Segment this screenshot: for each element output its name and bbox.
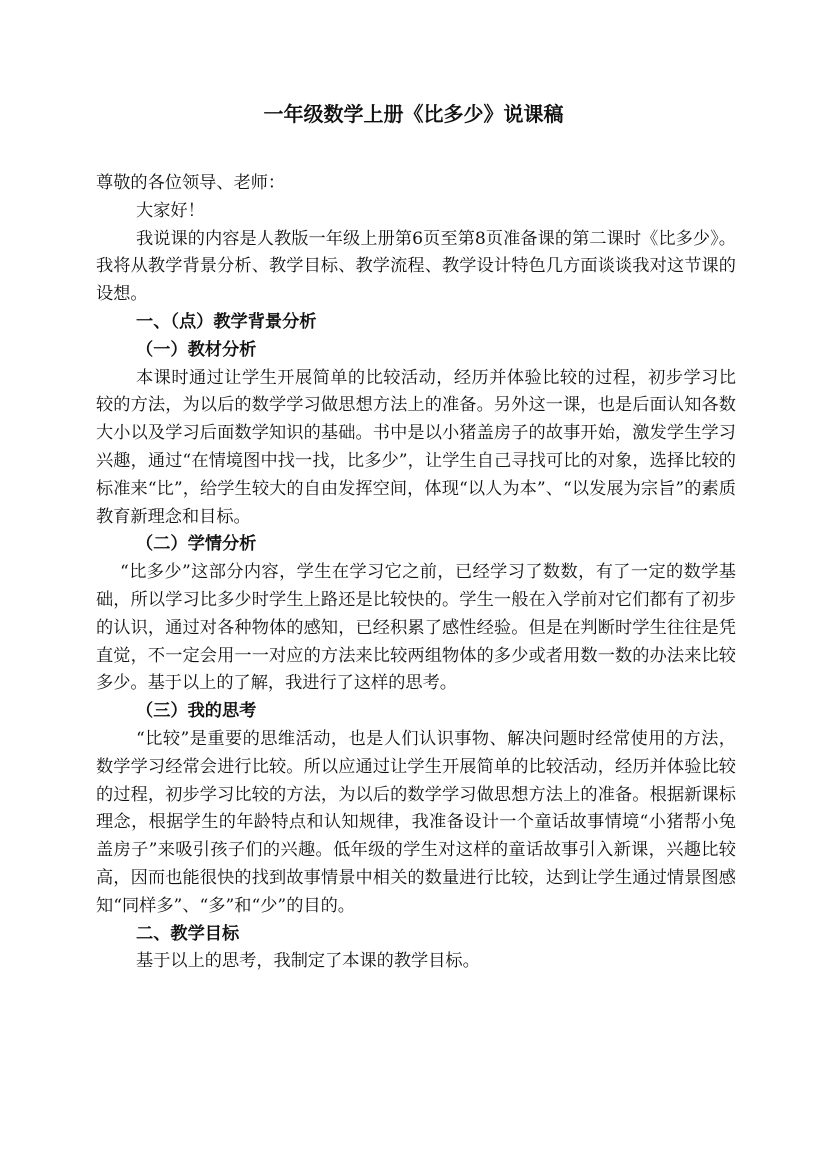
document-title: 一年级数学上册《比多少》说课稿 [263,102,564,126]
document-body [96,170,736,976]
goals-paragraph: 基于以上的思考，我制定了本课的教学目标。 [136,951,480,972]
subsection-heading-thinking: （三）我的思考 [136,701,257,722]
subsection-heading-students: （二）学情分析 [136,534,257,555]
intro-paragraph: 我说课的内容是人教版一年级上册第6页至第8页准备课的第二课时《比多少》。我将从教学背景分析、教学目标、教学流程、教学设计特色几方面谈谈我对这节课的设想。 [96,228,736,305]
greeting: 大家好！ [136,200,205,221]
subsection-heading-textbook: （一）教材分析 [136,339,257,360]
salutation: 尊敬的各位领导、老师： [96,173,286,193]
student-analysis-paragraph: “比多少”这部分内容，学生在学习它之前，已经学习了数数，有了一定的数学基础，所以学习比多少时学生上路还是比较快的。学生一般在入学前对它们都有了初步的认识，通过对各种物体的感知，已经积累了感性经验。但是在判断时学生往往是凭直觉，不一定会用一一对应的方法来比较两组物体的多少或者用数一数的办法来比较多少。基于以上的了解，我进行了这样的思考。 [96,562,736,694]
thinking-paragraph: “比较”是重要的思维活动，也是人们认识事物、解决问题时经常使用的方法，数学学习经常会进行比较。所以应通过让学生开展简单的比较活动，经历并体验比较的过程，初步学习比较的方法，为以后的数学学习做思想方法上的准备。根据新课标理念，根据学生的年龄特点和认知规律，我准备设计一个童话故事情境“小猪帮小兔盖房子”来吸引孩子们的兴趣。低年级的学生对这样的童话故事引入新课，兴趣比较高，因而也能很快的找到故事情景中相关的数量进行比较，达到让学生通过情景图感知“同样多”、“多”和“少”的目的。 [96,728,736,916]
section-heading-background: 一、（点）教学背景分析 [136,311,317,332]
section-heading-goals: 二、教学目标 [136,923,240,944]
textbook-analysis-paragraph: 本课时通过让学生开展简单的比较活动，经历并体验比较的过程，初步学习比较的方法，为以后的数学学习做思想方法上的准备。另外这一课，也是后面认知各数大小以及学习后面数学知识的基础。书中是以小猪盖房子的故事开始，激发学生学习兴趣，通过“在情境图中找一找，比多少”，让学生自己寻找可比的对象，选择比较的标准来“比”，给学生较大的自由发挥空间，体现“以人为本”、“以发展为宗旨”的素质教育新理念和目标。 [96,367,736,527]
